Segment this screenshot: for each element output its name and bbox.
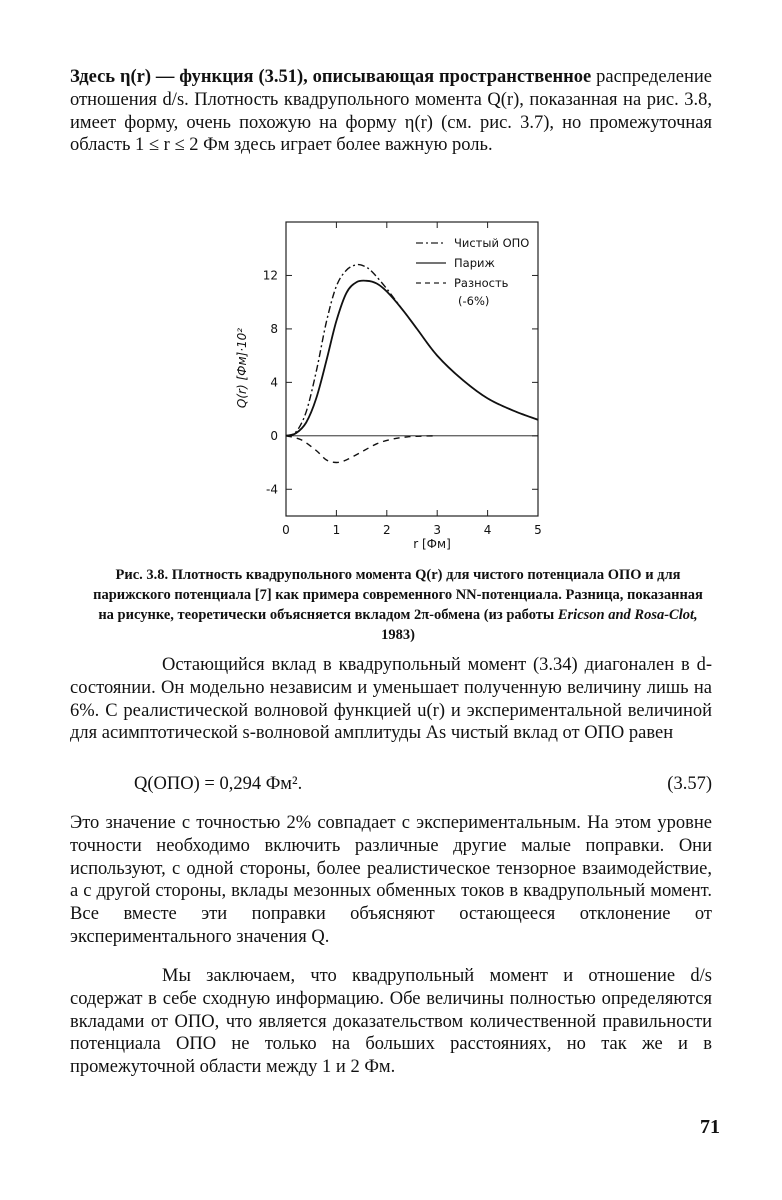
caption-source-prefix: (из работы: [483, 607, 555, 623]
x-axis-label: r [Фм]: [413, 537, 451, 551]
formula-number: (3.57): [667, 774, 712, 794]
page-number: 71: [700, 1116, 720, 1138]
caption-text: Плотность квадрупольного момента Q(r) для чистого потенциала ОПО и для парижского потенциала [7] как примера современного NN-потенциала. Разница, показанная на рисунке, теоретически объясняется вкладом 2π-обмена: [93, 567, 703, 623]
y-tick-labels: [263, 268, 278, 496]
series-line-0: [286, 265, 538, 436]
x-tick-label-4: 4: [483, 523, 492, 537]
y-tick-label-4: -4: [266, 482, 278, 497]
formula-expression: Q(ОПО) = 0,294 Фм².: [134, 774, 303, 794]
paragraph-accuracy: Это значение с точностью 2% совпадает с экспериментальным. На этом уровне точности необходимо включить различные другие малые поправки. Они используют, с одной стороны, более реалистическое тензорное взаимодействие, а с другой стороны, вклады мезонных обменных токов в квадрупольный момент. Все вместе эти поправки объясняют остающееся отклонение от экспериментального значения Q.: [70, 813, 712, 947]
series-line-1: [286, 281, 538, 436]
paragraph-intro-lead: Здесь η(r) — функция (3.51), описывающая пространственное: [70, 67, 592, 87]
x-tick-label-5: 5: [534, 523, 542, 537]
series-line-2: [286, 436, 437, 463]
paragraph-remaining: Остающийся вклад в квадрупольный момент (3.34) диагонален в d-состоянии. Он модельно независим и уменьшает полученную величину лишь на 6%. С реалистической волновой функцией u(r) и экспериментальной величиной для асимптотической s-волновой амплитуды As чистый вклад от ОПО равен: [70, 655, 712, 744]
legend-label-raznost: Разность: [454, 276, 509, 290]
legend-label-chistyi-opo: Чистый ОПО: [454, 236, 530, 250]
caption-ref: Рис. 3.8.: [115, 567, 169, 583]
chart-curves: [286, 265, 538, 463]
caption-source-authors: Ericson and Rosa-Clot,: [557, 607, 698, 623]
x-tick-label-3: 3: [433, 523, 442, 537]
paragraph-intro: [70, 66, 712, 157]
y-tick-label-3: 0: [270, 428, 278, 443]
x-tick-label-0: 0: [282, 523, 290, 537]
paragraph-conclusion: Мы заключаем, что квадрупольный момент и отношение d/s содержат в себе сходную информацию. Обе величины полностью определяются вкладами от ОПО, что является доказательством количественной правильности потенциала ОПО не только на больших расстояниях, но так же и в промежуточной области между 1 и 2 Фм.: [70, 966, 712, 1078]
chart-legend: [416, 236, 529, 308]
legend-label-parizh: Париж: [454, 256, 495, 270]
caption-source-year: 1983): [381, 627, 415, 643]
paragraph-intro-rest: распределение отношения d/s. Плотность квадрупольного момента Q(r), показанная на рис. 3.8, имеет форму, очень похожую на форму η(r) (см. рис. 3.7), но промежуточная область 1 ≤ r ≤ 2 Фм здесь играет более важную роль.: [70, 67, 713, 156]
y-tick-label-1: 8: [270, 321, 278, 336]
y-tick-label-0: 12: [262, 268, 278, 283]
x-tick-labels: [282, 523, 542, 537]
x-tick-label-1: 1: [332, 523, 341, 537]
figure-caption: [92, 565, 704, 645]
legend-label-percent: (-6%): [458, 294, 490, 308]
y-axis-label: Q(r) [Фм]·10²: [235, 327, 249, 409]
quadrupole-density-chart: [220, 208, 550, 558]
x-tick-label-2: 2: [382, 523, 391, 537]
formula-3-57: [134, 773, 712, 795]
y-tick-label-2: 4: [270, 375, 278, 390]
